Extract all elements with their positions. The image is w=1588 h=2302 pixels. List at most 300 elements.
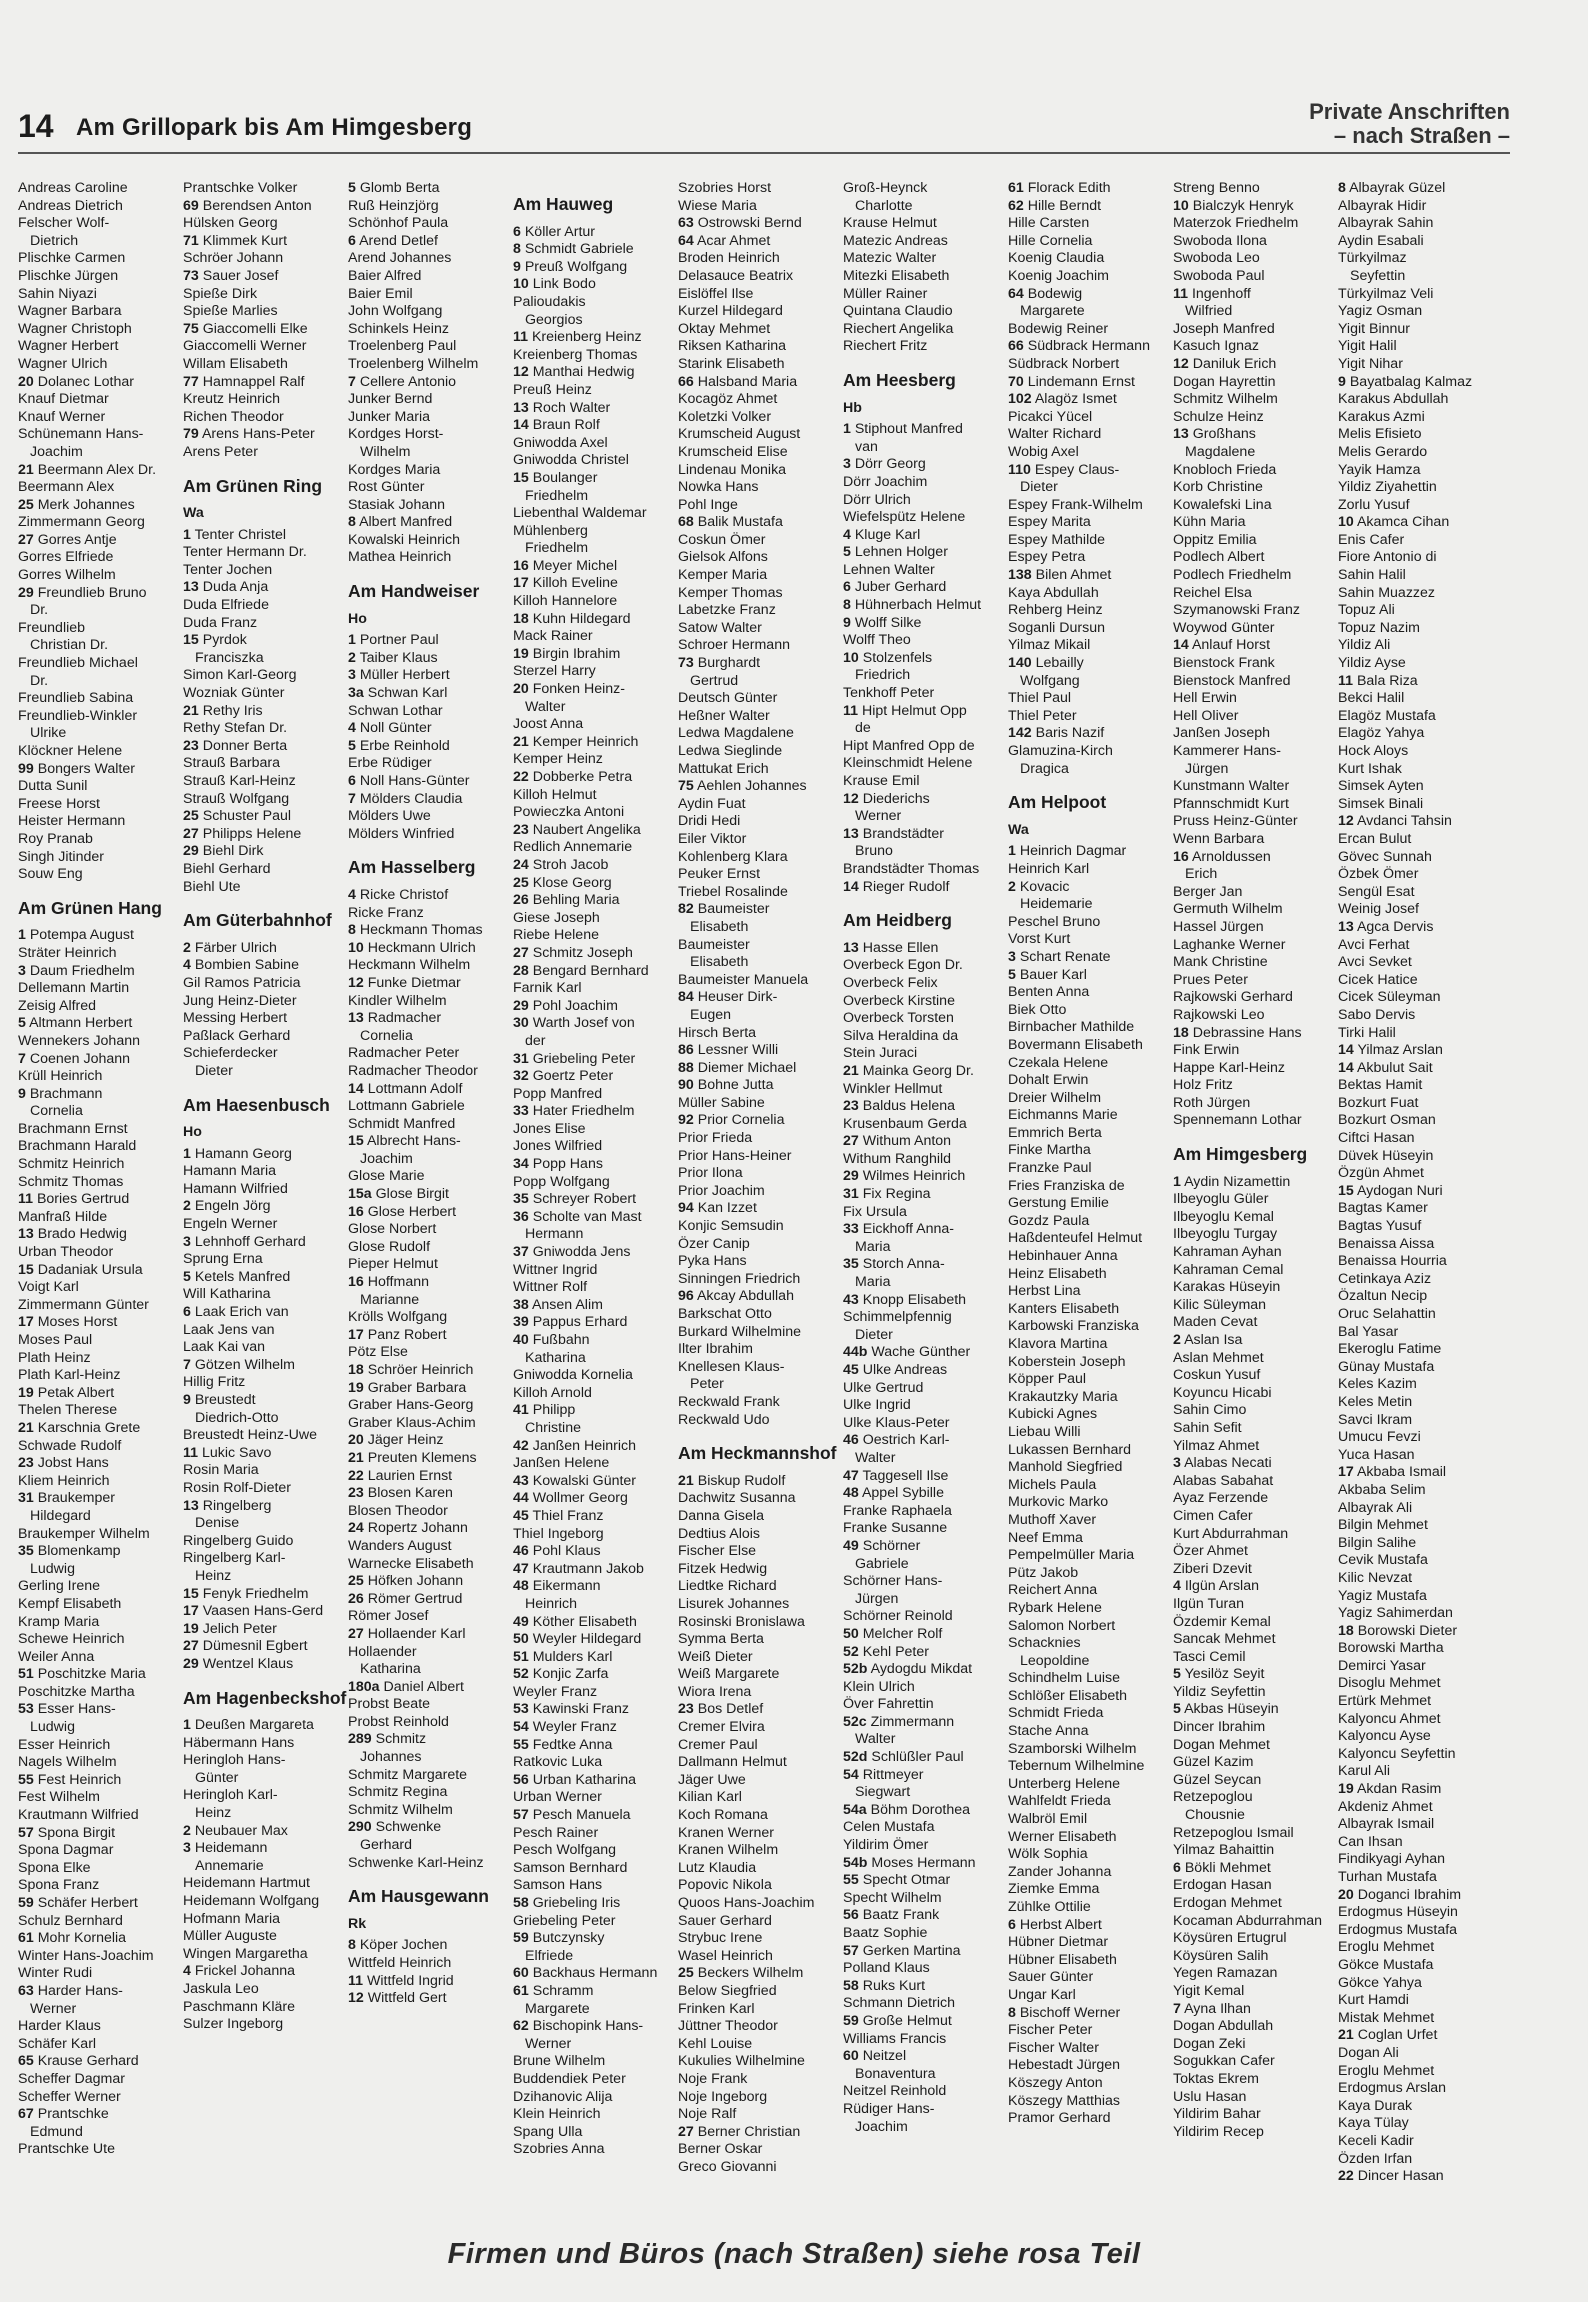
listing-entry xyxy=(348,632,513,650)
resident-name: Glomb Berta xyxy=(359,180,440,196)
listing-entry xyxy=(1173,1438,1338,1456)
street-heading: Am Helpoot xyxy=(1008,792,1107,813)
resident-name: Gerhard xyxy=(360,1837,413,1854)
listing-entry xyxy=(348,198,513,216)
resident-name: Hell Erwin xyxy=(1173,690,1237,707)
resident-name: Riechert Fritz xyxy=(843,338,928,355)
listing-entry xyxy=(348,532,513,550)
listing-entry xyxy=(513,1490,678,1508)
resident-name: Andreas Caroline xyxy=(18,180,128,196)
resident-name: Tenter Christel xyxy=(194,526,287,543)
listing-entry xyxy=(1008,444,1173,462)
resident-name: Yilmaz Bahaittin xyxy=(1173,1842,1275,1859)
resident-name: Zühlke Ottilie xyxy=(1008,1899,1091,1915)
listing-entry xyxy=(348,1239,513,1257)
listing-entry xyxy=(1338,1165,1503,1183)
resident-name: Philipps Helene xyxy=(202,825,302,842)
listing-entry xyxy=(183,1392,348,1410)
listing-entry xyxy=(843,2048,1008,2066)
listing-entry xyxy=(1338,1781,1503,1799)
district-code: Rk xyxy=(348,1915,367,1932)
listing-entry xyxy=(348,391,513,409)
house-number: 6 xyxy=(348,232,356,249)
listing-entry xyxy=(183,356,348,374)
resident-name: Weiler Anna xyxy=(18,1648,95,1665)
listing-entry xyxy=(1008,1530,1173,1548)
header-rule xyxy=(18,152,1510,154)
listing-entry xyxy=(843,2031,1008,2049)
house-number: 3 xyxy=(183,1233,191,1250)
listing-entry xyxy=(1338,198,1503,216)
listing-entry xyxy=(18,1895,183,1913)
resident-name: Daum Friedhelm xyxy=(29,962,135,979)
listing-entry xyxy=(1338,250,1503,268)
house-number: 6 xyxy=(1008,1916,1016,1933)
resident-name: Stroh Jacob xyxy=(532,856,609,873)
resident-name: Mank Christine xyxy=(1173,954,1268,971)
resident-name: Schewe Heinrich xyxy=(18,1631,125,1648)
listing-entry xyxy=(1008,1230,1173,1248)
resident-name: Dr. xyxy=(30,602,49,619)
listing-entry xyxy=(1338,374,1503,392)
listing-entry xyxy=(18,761,183,779)
resident-name: Kordges Horst- xyxy=(348,426,444,443)
listing-entry xyxy=(1173,884,1338,902)
house-number: 55 xyxy=(843,1872,859,1889)
resident-name: Yigit Binnur xyxy=(1338,320,1411,337)
street-heading: Am Heesberg xyxy=(843,369,956,390)
house-number: 2 xyxy=(183,1198,191,1215)
resident-name: Laghanke Werner xyxy=(1173,936,1286,953)
listing-entry xyxy=(513,1138,678,1156)
house-number: 13 xyxy=(18,1226,34,1243)
resident-name: Krause Gerhard xyxy=(37,2053,139,2070)
resident-name: Griebeling Peter xyxy=(532,1050,636,1067)
listing-entry xyxy=(513,663,678,681)
resident-name: Spona Franz xyxy=(18,1877,100,1894)
resident-name: Lisurek Johannes xyxy=(678,1595,790,1612)
resident-name: Frickel Johanna xyxy=(194,1963,295,1980)
resident-name: Diemer Michael xyxy=(697,1059,797,1076)
resident-name: Christine xyxy=(525,1419,581,1436)
resident-name: Cornelia xyxy=(360,1027,413,1044)
house-number: 36 xyxy=(513,1208,529,1225)
resident-name: Popp Wolfgang xyxy=(513,1173,610,1190)
listing-entry xyxy=(348,808,513,826)
listing-entry xyxy=(1008,250,1173,268)
house-number: 1 xyxy=(183,1145,191,1162)
resident-name: Prior Joachim xyxy=(678,1182,765,1199)
listing-entry xyxy=(513,575,678,593)
listing-entry xyxy=(678,514,843,532)
house-number: 21 xyxy=(18,461,34,478)
listing-entry xyxy=(843,773,1008,791)
resident-name: Rieger Rudolf xyxy=(862,878,950,895)
resident-name: Reckwald Udo xyxy=(678,1411,770,1428)
listing-entry xyxy=(1173,1279,1338,1297)
resident-name: Ziemke Emma xyxy=(1008,1881,1100,1898)
listing-entry xyxy=(183,215,348,233)
resident-name: Lehnhoff Gerhard xyxy=(194,1233,306,1250)
listing-entry xyxy=(18,980,183,998)
resident-name: Dallmann Helmut xyxy=(678,1754,787,1771)
house-number: 59 xyxy=(843,2012,859,2029)
resident-name: Kreienberg Thomas xyxy=(513,346,638,363)
resident-name: Koenig Joachim xyxy=(1008,267,1109,284)
resident-name: Chousnie xyxy=(1185,1807,1245,1824)
resident-name: Götzen Wilhelm xyxy=(194,1356,295,1373)
resident-name: de xyxy=(855,720,871,737)
listing-entry xyxy=(1173,937,1338,955)
resident-name: Germuth Wilhelm xyxy=(1173,901,1283,918)
listing-entry xyxy=(513,1649,678,1667)
resident-name: Dieter xyxy=(195,1062,233,1079)
resident-name: Glamuzina-Kirch xyxy=(1008,743,1113,759)
resident-name: Murkovic Marko xyxy=(1008,1494,1109,1511)
listing-entry xyxy=(678,286,843,304)
resident-name: Erbe Rüdiger xyxy=(348,755,432,772)
resident-name: Klimmek Kurt xyxy=(202,232,288,249)
listing-entry xyxy=(843,1890,1008,1908)
resident-name: Erbe Reinhold xyxy=(359,737,450,754)
listing-entry xyxy=(513,1965,678,1983)
resident-name: Szymanowski Franz xyxy=(1173,602,1300,619)
resident-name: Fischer Peter xyxy=(1008,2022,1093,2039)
resident-name: Elisabeth xyxy=(690,918,749,935)
resident-name: Schwenke Karl-Heinz xyxy=(348,1854,484,1871)
listing-entry xyxy=(18,1209,183,1227)
house-number: 59 xyxy=(18,1895,34,1911)
listing-entry xyxy=(1008,1881,1173,1899)
resident-name: Walter xyxy=(855,1731,896,1748)
listing-entry xyxy=(1338,1675,1503,1693)
resident-name: Wittner Ingrid xyxy=(513,1261,598,1278)
house-number: 11 xyxy=(183,1444,198,1461)
resident-name: Bovermann Elisabeth xyxy=(1008,1036,1143,1053)
resident-name: Ulke Gertrud xyxy=(843,1379,924,1396)
house-number: 27 xyxy=(18,531,34,548)
listing-entry xyxy=(843,1186,1008,1204)
resident-name: Berendsen Anton xyxy=(202,197,312,214)
house-number: 12 xyxy=(348,974,364,991)
resident-name: Prior Ilona xyxy=(678,1165,743,1182)
resident-name: Wiora Irena xyxy=(678,1683,752,1700)
resident-name: Baumeister xyxy=(697,901,770,918)
resident-name: Gniwodda Axel xyxy=(513,434,608,451)
listing-entry xyxy=(678,1324,843,1342)
resident-name: Riksen Katharina xyxy=(678,338,787,355)
house-number: 2 xyxy=(183,1822,191,1839)
listing-entry xyxy=(1338,462,1503,480)
resident-name: Hübner Elisabeth xyxy=(1008,1951,1117,1968)
house-number: 29 xyxy=(513,997,529,1014)
listing-entry xyxy=(678,391,843,409)
house-number: 38 xyxy=(513,1296,529,1313)
listing-entry xyxy=(678,2124,843,2142)
resident-name: Simsek Ayten xyxy=(1338,778,1424,795)
listing-entry xyxy=(678,1218,843,1236)
listing-entry xyxy=(513,1772,678,1790)
listing-entry xyxy=(513,980,678,998)
listing-entry xyxy=(678,2018,843,2036)
listing-entry xyxy=(183,391,348,409)
resident-name: Riechert Angelika xyxy=(843,320,954,337)
resident-name: Vaasen Hans-Gerd xyxy=(202,1603,324,1620)
resident-name: Strybuc Irene xyxy=(678,1930,763,1947)
listing-entry xyxy=(1008,1195,1173,1213)
house-number: 25 xyxy=(18,496,34,513)
resident-name: Overbeck Felix xyxy=(843,974,938,991)
resident-name: Kreutz Heinrich xyxy=(183,391,280,408)
resident-name: Urban Theodor xyxy=(18,1244,114,1261)
resident-name: Troelenberg Wilhelm xyxy=(348,355,479,372)
resident-name: Bilen Ahmet xyxy=(1035,567,1112,584)
house-number: 75 xyxy=(183,320,199,337)
house-number: 1 xyxy=(1173,1173,1181,1190)
resident-name: Kindler Wilhelm xyxy=(348,992,447,1009)
house-number: 5 xyxy=(1173,1666,1181,1683)
resident-name: Koberstein Joseph xyxy=(1008,1353,1126,1370)
listing-entry xyxy=(843,1573,1008,1591)
listing-entry xyxy=(1173,901,1338,919)
resident-name: Groß-Heynck xyxy=(843,180,928,196)
resident-name: Troelenberg Paul xyxy=(348,338,457,355)
resident-name: Debrassine Hans xyxy=(1192,1024,1302,1041)
resident-name: Sabo Dervis xyxy=(1338,1006,1416,1023)
resident-name: Moses Hermann xyxy=(871,1854,976,1871)
resident-name: Hirsch Berta xyxy=(678,1024,757,1041)
resident-name: Böhm Dorothea xyxy=(870,1801,970,1818)
street-heading: Am Heckmannshof xyxy=(678,1443,837,1464)
house-number: 12 xyxy=(1173,355,1189,372)
listing-entry xyxy=(678,901,843,919)
listing-entry xyxy=(18,1666,183,1684)
resident-name: Dachwitz Susanna xyxy=(678,1490,796,1507)
resident-name: Werner Elisabeth xyxy=(1008,1828,1117,1845)
resident-name: Taiber Klaus xyxy=(359,649,438,666)
listing-entry xyxy=(678,1306,843,1324)
house-number: 6 xyxy=(513,223,521,240)
house-number: 18 xyxy=(513,610,529,627)
listing-entry xyxy=(183,1181,348,1199)
listing-entry xyxy=(1173,1455,1338,1473)
resident-name: Voigt Karl xyxy=(18,1279,79,1296)
resident-name: Bienstock Manfred xyxy=(1173,672,1291,689)
resident-name: Prior Frieda xyxy=(678,1130,753,1147)
listing-entry xyxy=(183,1656,348,1674)
resident-name: Sauer Josef xyxy=(202,267,279,284)
house-number: 30 xyxy=(513,1015,529,1032)
listing-entry xyxy=(1008,1758,1173,1776)
listing-entry xyxy=(843,1503,1008,1521)
listing-entry xyxy=(183,1374,348,1392)
resident-name: Naubert Angelika xyxy=(532,821,641,838)
listing-entry xyxy=(1008,1090,1173,1108)
house-number: 15 xyxy=(348,1133,364,1150)
resident-name: Schünemann Hans- xyxy=(18,426,144,443)
resident-name: Wenn Barbara xyxy=(1173,830,1265,847)
resident-name: Freese Horst xyxy=(18,795,100,812)
resident-name: Pesch Wolfgang xyxy=(513,1842,617,1859)
resident-name: Özer Canip xyxy=(678,1235,750,1252)
listing-entry xyxy=(348,826,513,844)
resident-name: Katharina xyxy=(360,1661,421,1678)
resident-name: Thiel Ingeborg xyxy=(513,1525,604,1542)
listing-entry xyxy=(843,1872,1008,1890)
listing-entry xyxy=(843,1837,1008,1855)
listing-entry xyxy=(18,338,183,356)
listing-entry xyxy=(1173,321,1338,339)
resident-name: Mack Rainer xyxy=(513,628,593,645)
listing-continuation xyxy=(1173,866,1338,884)
house-number: 58 xyxy=(513,1895,529,1911)
resident-name: Roth Jürgen xyxy=(1173,1094,1251,1111)
resident-name: Hillig Fritz xyxy=(183,1374,246,1391)
resident-name: Messing Herbert xyxy=(183,1010,288,1027)
listing-entry xyxy=(1173,796,1338,814)
listing-entry xyxy=(513,1737,678,1755)
listing-entry xyxy=(183,233,348,251)
house-number: 25 xyxy=(513,874,529,891)
house-number: 6 xyxy=(1173,1859,1181,1876)
listing-entry xyxy=(1008,1019,1173,1037)
listing-entry xyxy=(1008,1494,1173,1512)
listing-entry xyxy=(348,1309,513,1327)
house-number: 54b xyxy=(843,1854,868,1871)
resident-name: Baatz Frank xyxy=(862,1907,940,1924)
listing-entry xyxy=(18,1930,183,1948)
listing-entry xyxy=(348,356,513,374)
resident-name: Aydogan Nuri xyxy=(1356,1182,1443,1199)
resident-name: Peschel Bruno xyxy=(1008,913,1101,930)
house-number: 1 xyxy=(348,632,356,649)
listing-entry xyxy=(1338,1025,1503,1043)
listing-entry xyxy=(183,597,348,615)
house-number: 32 xyxy=(513,1068,529,1085)
resident-name: Cevik Mustafa xyxy=(1338,1552,1428,1569)
listing-entry xyxy=(348,409,513,427)
house-number: 35 xyxy=(18,1543,34,1560)
listing-entry xyxy=(348,1344,513,1362)
listing-entry xyxy=(678,1412,843,1430)
house-number: 53 xyxy=(18,1701,34,1718)
resident-name: Burkard Wilhelmine xyxy=(678,1323,801,1340)
resident-name: Freundlieb Michael xyxy=(18,655,138,672)
resident-name: Walter Richard xyxy=(1008,426,1102,443)
resident-name: Werner xyxy=(525,2035,572,2052)
listing-entry xyxy=(1008,1705,1173,1723)
resident-name: Stolzenfels xyxy=(862,649,933,666)
listing-entry xyxy=(348,180,513,198)
resident-name: Espey Petra xyxy=(1008,549,1086,566)
listing-entry xyxy=(18,1772,183,1790)
resident-name: Savci Ikram xyxy=(1338,1411,1413,1428)
listing-entry xyxy=(843,1696,1008,1714)
resident-name: Baatz Sophie xyxy=(843,1925,928,1941)
listing-entry xyxy=(678,778,843,796)
listing-entry xyxy=(1338,444,1503,462)
house-number: 3a xyxy=(348,685,364,702)
listing-entry xyxy=(18,250,183,268)
resident-name: Petak Albert xyxy=(37,1384,115,1401)
resident-name: Aydin Esabali xyxy=(1338,232,1424,249)
listing-entry xyxy=(1008,1635,1173,1653)
resident-name: Schacknies xyxy=(1008,1635,1081,1652)
listing-continuation xyxy=(843,1327,1008,1345)
resident-name: Köysüren Salih xyxy=(1173,1947,1269,1964)
house-number: 9 xyxy=(513,258,521,275)
directory-column xyxy=(18,180,183,2190)
resident-name: Ulrike xyxy=(30,725,67,742)
listing-entry xyxy=(183,1999,348,2017)
house-number: 3 xyxy=(183,1840,191,1857)
listing-entry xyxy=(678,743,843,761)
listing-entry xyxy=(678,1271,843,1289)
resident-name: Arend Detlef xyxy=(359,232,438,249)
listing-entry xyxy=(1008,1301,1173,1319)
listing-entry xyxy=(18,1385,183,1403)
resident-name: Prior Cornelia xyxy=(697,1112,785,1129)
resident-name: Alagöz Ismet xyxy=(1034,391,1117,408)
resident-name: Elagöz Mustafa xyxy=(1338,707,1436,724)
resident-name: Altmann Herbert xyxy=(29,1015,133,1032)
resident-name: Overbeck Kirstine xyxy=(843,992,955,1009)
listing-entry xyxy=(1338,303,1503,321)
listing-entry xyxy=(1173,1191,1338,1209)
resident-name: Aydin Nizamettin xyxy=(1184,1173,1291,1190)
resident-name: Popp Hans xyxy=(532,1156,603,1173)
listing-continuation xyxy=(183,1515,348,1533)
resident-name: Yayik Hamza xyxy=(1338,461,1421,478)
resident-name: Dincer Hasan xyxy=(1357,2168,1444,2185)
listing-entry xyxy=(513,681,678,699)
listing-continuation xyxy=(183,1063,348,1081)
resident-name: Yilmaz Arslan xyxy=(1357,1042,1443,1059)
listing-entry xyxy=(843,1644,1008,1662)
resident-name: Ringelberg xyxy=(202,1497,272,1514)
listing-entry xyxy=(1008,1459,1173,1477)
listing-entry xyxy=(843,492,1008,510)
listing-entry xyxy=(513,364,678,382)
resident-name: Heckmann Ulrich xyxy=(367,939,476,956)
listing-entry xyxy=(183,1286,348,1304)
listing-entry xyxy=(678,1526,843,1544)
resident-name: Yagiz Mustafa xyxy=(1338,1587,1427,1604)
listing-entry xyxy=(348,887,513,905)
resident-name: Singh Jitinder xyxy=(18,848,104,865)
listing-entry xyxy=(1008,949,1173,967)
listing-entry xyxy=(843,940,1008,958)
listing-continuation xyxy=(843,1591,1008,1609)
house-number: 92 xyxy=(678,1112,694,1129)
listing-entry xyxy=(18,1051,183,1069)
resident-name: Danna Gisela xyxy=(678,1507,764,1524)
resident-name: Korb Christine xyxy=(1173,479,1263,496)
resident-name: Kohlenberg Klara xyxy=(678,848,788,865)
listing-entry xyxy=(843,456,1008,474)
listing-continuation xyxy=(1173,761,1338,779)
listing-entry xyxy=(1338,233,1503,251)
resident-name: Prantschke xyxy=(37,2106,109,2123)
house-number: 23 xyxy=(183,737,199,754)
listing-entry xyxy=(348,303,513,321)
resident-name: Dogan Abdullah xyxy=(1173,2018,1274,2035)
house-number: 20 xyxy=(348,1432,364,1449)
listing-entry xyxy=(1008,1442,1173,1460)
resident-name: Gabriele xyxy=(855,1555,909,1572)
resident-name: Heringloh Karl- xyxy=(183,1787,278,1804)
resident-name: Heidemann xyxy=(194,1840,268,1857)
